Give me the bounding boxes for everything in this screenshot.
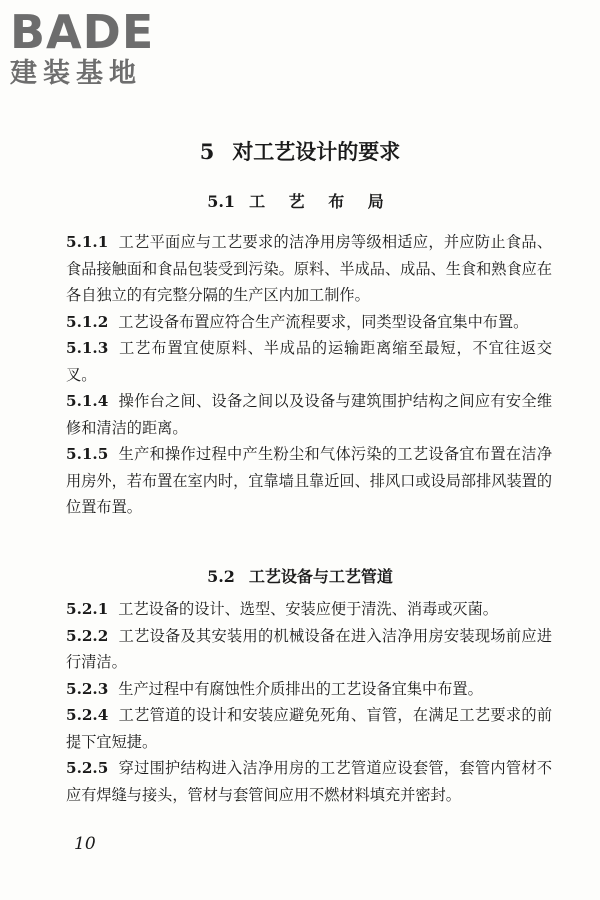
clause-5-2-1 (66, 596, 552, 623)
clause-number: 5.2.5 (66, 759, 109, 777)
clause-5-2-5 (66, 755, 552, 808)
logo-subtitle: 建装基地 (10, 58, 142, 89)
clause-text: 工艺平面应与工艺要求的洁净用房等级相适应，并应防止食品、食品接触面和食品包装受到污染。原料、半成品、成品、生食和熟食应在各自独立的有完整分隔的生产区内加工制作。 (66, 233, 552, 304)
page-number: 10 (74, 834, 96, 854)
clause-5-1-2 (66, 309, 552, 336)
clause-number: 5.1.5 (66, 445, 109, 463)
section-5-1-body (66, 229, 552, 521)
section-heading-5-1 (0, 189, 600, 212)
clause-number: 5.2.4 (66, 706, 109, 724)
bade-logo (10, 5, 180, 90)
clause-5-2-3 (66, 676, 552, 703)
clause-text: 工艺管道的设计和安装应避免死角、盲管，在满足工艺要求的前提下宜短捷。 (66, 706, 552, 751)
clause-text: 工艺设备及其安装用的机械设备在进入洁净用房安装现场前应进行清洁。 (66, 626, 552, 671)
clause-5-1-5 (66, 441, 552, 521)
section-number: 5.1 (207, 192, 236, 211)
clause-text: 工艺设备的设计、选型、安装应便于清洗、消毒或灭菌。 (118, 600, 498, 618)
clause-text: 工艺布置宜使原料、半成品的运输距离缩至最短，不宜往返交叉。 (66, 339, 552, 384)
clause-number: 5.2.2 (66, 626, 109, 645)
clause-number: 5.1.2 (66, 312, 109, 331)
clause-number: 5.1.4 (66, 392, 109, 410)
chapter-number: 5 (199, 139, 215, 164)
clause-text: 生产和操作过程中产生粉尘和气体污染的工艺设备宜布置在洁净用房外，若布置在室内时，宜靠墙且靠近回、排风口或设局部排风装置的位置布置。 (66, 445, 552, 516)
section-number: 5.2 (207, 567, 235, 586)
chapter-title: 对工艺设计的要求 (232, 139, 401, 164)
clause-text: 操作台之间、设备之间以及设备与建筑围护结构之间应有安全维修和清洁的距离。 (66, 392, 552, 437)
section-title: 工艺设备与工艺管道 (248, 567, 393, 586)
clause-number: 5.2.1 (66, 600, 109, 618)
logo-wordmark: BADE (10, 5, 155, 59)
clause-number: 5.1.3 (66, 339, 109, 357)
clause-text: 穿过围护结构进入洁净用房的工艺管道应设套管，套管内管材不应有焊缝与接头，管材与套管间应用不燃材料填充并密封。 (66, 759, 552, 804)
clause-5-2-4 (66, 702, 552, 755)
clause-5-1-3 (66, 335, 552, 388)
clause-5-1-1 (66, 229, 552, 309)
clause-5-2-2 (66, 623, 552, 676)
section-5-2-body (66, 596, 552, 808)
clause-number: 5.1.1 (66, 233, 109, 251)
clause-5-1-4 (66, 388, 552, 441)
section-title: 工 艺 布 局 (249, 192, 393, 211)
section-heading-5-2 (0, 564, 600, 587)
chapter-heading (0, 136, 600, 166)
clause-text: 生产过程中有腐蚀性介质排出的工艺设备宜集中布置。 (118, 679, 483, 698)
clause-number: 5.2.3 (66, 679, 109, 698)
clause-text: 工艺设备布置应符合生产流程要求，同类型设备宜集中布置。 (118, 312, 529, 331)
